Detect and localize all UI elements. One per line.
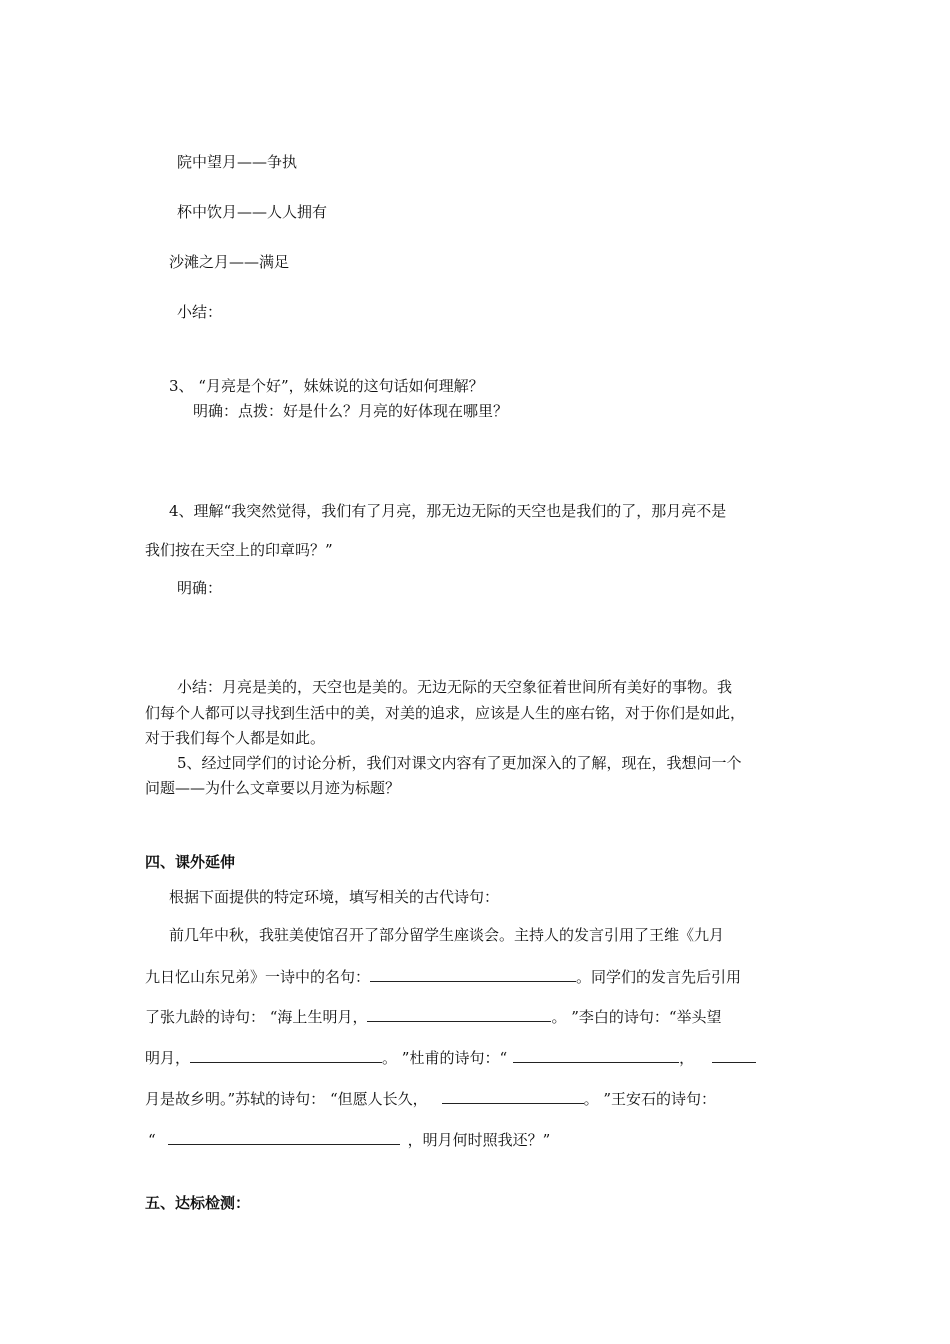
answer-blank[interactable] (370, 966, 576, 982)
text-segment: 明月， (145, 1049, 191, 1067)
section-4-paragraph-2 (145, 966, 741, 987)
section-4-heading: 四、课外延伸 (145, 853, 236, 871)
text-segment: 。 ”王安石的诗句： (583, 1090, 717, 1108)
text-segment: ， (679, 1049, 695, 1067)
question-4-line-1: 4、理解“我突然觉得，我们有了月亮，那无边无际的天空也是我们的了，那月亮不是 (169, 502, 727, 520)
question-4-answer: 明确： (177, 579, 223, 597)
text-line: 杯中饮月——人人拥有 (177, 203, 328, 221)
section-4-paragraph-6 (148, 1129, 550, 1150)
question-3-answer: 明确：点拨：好是什么？月亮的好体现在哪里？ (193, 402, 509, 420)
question-5-line-1: 5、经过同学们的讨论分析，我们对课文内容有了更加深入的了解，现在，我想问一个 (177, 754, 742, 772)
answer-blank[interactable] (190, 1047, 382, 1063)
text-line: 院中望月——争执 (177, 153, 298, 171)
text-segment: 。 ”杜甫的诗句：“ (382, 1049, 508, 1067)
summary-line-2: 们每个人都可以寻找到生活中的美，对美的追求，应该是人生的座右铭，对于你们是如此， (145, 704, 746, 722)
section-4-paragraph-1: 前几年中秋，我驻美使馆召开了部分留学生座谈会。主持人的发言引用了王维《九月 (169, 926, 725, 944)
summary-line-1: 小结：月亮是美的，天空也是美的。无边无际的天空象征着世间所有美好的事物。我 (177, 678, 733, 696)
text-segment: 了张九龄的诗句： “海上生明月， (145, 1008, 368, 1026)
text-segment: 。同学们的发言先后引用 (576, 968, 742, 986)
answer-blank[interactable] (712, 1047, 756, 1063)
answer-blank[interactable] (513, 1047, 679, 1063)
question-5-line-2: 问题——为什么文章要以月迹为标题？ (145, 779, 401, 797)
answer-blank[interactable] (367, 1006, 551, 1022)
section-4-paragraph-5 (145, 1088, 716, 1109)
summary-line-3: 对于我们每个人都是如此。 (145, 729, 326, 747)
text-line: 小结： (177, 303, 223, 321)
text-segment: ，明月何时照我还？” (407, 1131, 551, 1149)
question-3: 3、 “月亮是个好”，妹妹说的这句话如何理解？ (169, 377, 484, 395)
text-segment: 。 ”李白的诗句：“举头望 (551, 1008, 722, 1026)
section-5-heading: 五、达标检测： (145, 1194, 251, 1212)
text-line: 沙滩之月——满足 (169, 253, 290, 271)
section-4-paragraph-3 (145, 1006, 722, 1027)
answer-blank[interactable] (442, 1088, 584, 1104)
section-4-paragraph-4 (145, 1047, 756, 1068)
question-4-line-2: 我们按在天空上的印章吗？” (145, 541, 333, 559)
answer-blank[interactable] (168, 1129, 400, 1145)
text-segment: 月是故乡明。”苏轼的诗句： “但愿人长久， (145, 1090, 428, 1108)
text-segment: 九日忆山东兄弟》一诗中的名句： (145, 968, 371, 986)
section-4-intro: 根据下面提供的特定环境，填写相关的古代诗句： (169, 888, 500, 906)
text-segment: “ (148, 1131, 156, 1149)
